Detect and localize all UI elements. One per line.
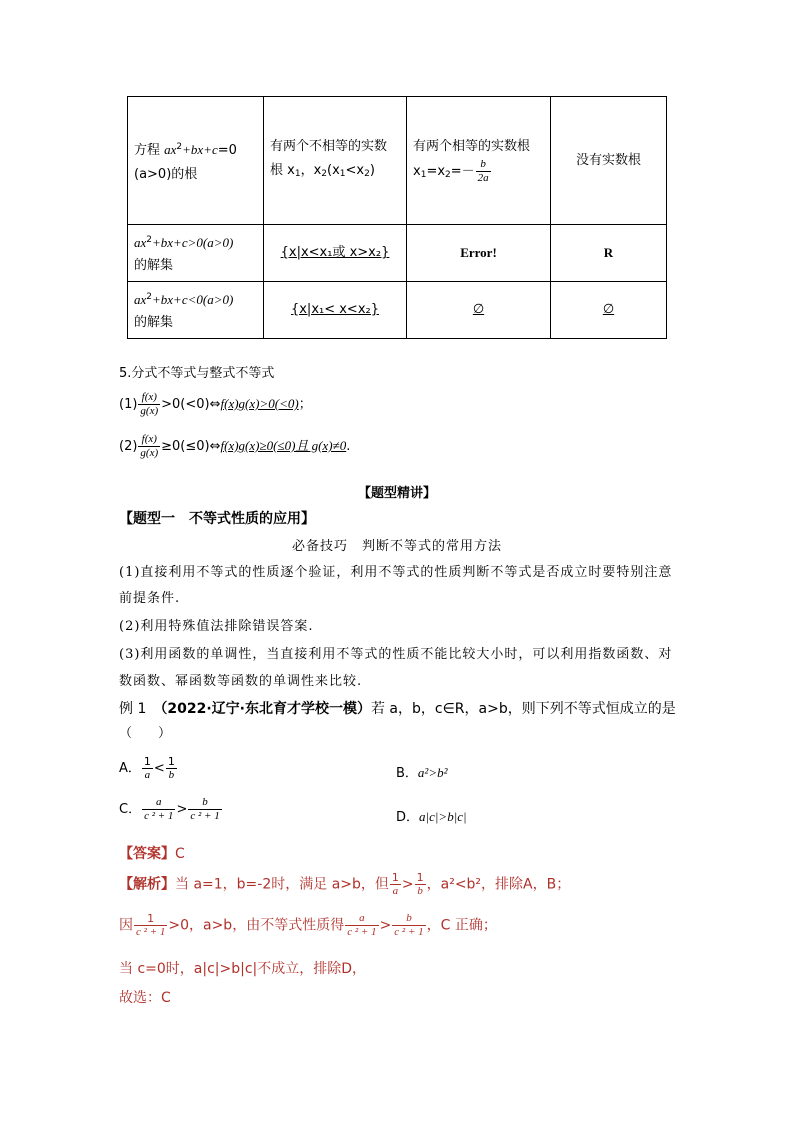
table-row (128, 225, 667, 282)
table-cell: ∅ (551, 282, 667, 339)
text: 1 (134, 913, 167, 926)
table-cell (264, 97, 407, 225)
tip-line: 数函数、幂函数等函数的单调性来比较. (119, 674, 363, 689)
cell-text: 1 (339, 169, 346, 179)
cell-text: ) (369, 163, 375, 178)
cell-text: =0 (217, 142, 237, 158)
analysis-line-3: 当 c=0时，a|c|>b|c|不成立，排除D， (119, 961, 367, 977)
table-cell (128, 97, 264, 225)
cell-text: (a>0)的根 (134, 166, 198, 182)
fraction (166, 756, 177, 781)
cell-text: b (476, 159, 491, 172)
fraction (345, 913, 378, 938)
text: 因 (119, 917, 133, 934)
text: ≥0(≤0)⇔ (161, 439, 221, 454)
cell-text: x (413, 163, 421, 179)
text: g(x) (140, 447, 159, 459)
text: >0(<0)⇔ (161, 397, 221, 412)
formula-line-1 (119, 392, 312, 417)
analysis-line-1 (119, 872, 570, 897)
option-label: B． (396, 766, 418, 781)
text: >0，a>b，由不等式性质得 (168, 917, 345, 934)
option-label: A． (119, 761, 141, 776)
analysis-line-4: 故选：C (119, 990, 171, 1006)
option-c (119, 797, 223, 822)
text: . (346, 439, 351, 454)
text: 1 (416, 871, 424, 884)
fraction (134, 913, 167, 938)
example-text: 若 a，b，c∈R，a>b，则下列不等式恒成立的是 (370, 701, 676, 717)
cell-text: 1 (294, 169, 301, 179)
tip-line: 前提条件. (119, 591, 181, 606)
cell-text: =x (426, 163, 446, 179)
cell-text: 2 (364, 169, 370, 179)
table-cell: {x|x<x₁或 x>x₂} (264, 225, 407, 282)
cell-text: 的解集 (134, 315, 174, 330)
cell-text: +bx+c>0(a>0) (152, 235, 234, 250)
text: a (142, 797, 175, 810)
table-cell: ∅ (407, 282, 551, 339)
tip-line: (3)利用函数的单调性，当直接利用不等式的性质不能比较大小时，可以利用指数函数、对 (119, 647, 673, 662)
text: c ² + 1 (136, 926, 166, 938)
text: b (168, 769, 175, 781)
text: 1 (391, 871, 399, 884)
fraction (392, 913, 425, 938)
cell-text: +bx+c (182, 141, 218, 157)
cell-text: 2 (445, 169, 451, 180)
fraction (415, 872, 426, 897)
cell-text: 2 (176, 141, 183, 152)
example-source: （2022·辽宁·东北育才学校一模） (160, 701, 371, 717)
cell-text: 2 (321, 169, 327, 179)
text: 1 (143, 755, 151, 768)
text: > (401, 876, 414, 893)
fraction (476, 159, 491, 184)
tip-line: (1)直接利用不等式的性质逐个验证，利用不等式的性质判断不等式是否成立时要特别注意 (119, 565, 673, 580)
fraction (142, 797, 175, 822)
table-row (128, 282, 667, 339)
text: (2) (119, 439, 138, 454)
cell-text: ax (164, 141, 177, 157)
text: b (392, 913, 425, 926)
tip-line: (2)利用特殊值法排除错误答案. (119, 619, 314, 634)
text: c ² + 1 (144, 810, 174, 822)
fraction (390, 872, 401, 897)
analysis-line-2 (119, 913, 497, 938)
option-label: C． (119, 802, 142, 817)
text: a (392, 885, 399, 897)
text: c ² + 1 (190, 810, 220, 822)
table-cell (128, 225, 264, 282)
analysis-label: 【解析】 (119, 876, 175, 893)
cell-text: 2 (146, 292, 153, 302)
text: ，a²<b²，排除A，B； (426, 876, 571, 893)
cell-text: 有两个不相等的实数 (270, 139, 388, 154)
option-d (396, 806, 467, 825)
table-row (128, 97, 667, 225)
text: > (176, 802, 188, 817)
cell-text: ax (134, 235, 147, 250)
fraction (138, 392, 160, 417)
text: a (144, 769, 151, 781)
table-cell: {x|x₁< x<x₂} (264, 282, 407, 339)
answer-value: C (175, 846, 185, 862)
fraction (142, 756, 153, 781)
section-title: 5.分式不等式与整式不等式 (119, 366, 275, 381)
text: f(x) (138, 434, 160, 447)
text: b (188, 797, 221, 810)
example-question (119, 698, 676, 718)
text: f(x) (138, 392, 160, 405)
cell-text: +bx+c<0(a>0) (152, 292, 234, 307)
fraction (138, 434, 160, 459)
tips-title: 必备技巧 判断不等式的常用方法 (291, 539, 502, 554)
section-heading: 【题型精讲】 (357, 486, 436, 501)
text: > (379, 917, 392, 934)
cell-text: (x (327, 163, 340, 178)
text: c ² + 1 (347, 926, 377, 938)
text: c ² + 1 (394, 926, 424, 938)
formula-line-2 (119, 434, 350, 459)
cell-text: =－ (450, 163, 475, 179)
text: 当 a=1，b=-2时，满足 a>b，但 (175, 876, 389, 893)
option-label: D． (396, 810, 420, 825)
answer-label: 【答案】 (119, 846, 175, 862)
cell-text: 2 (146, 235, 153, 245)
table-cell: R (551, 225, 667, 282)
cell-text: 2a (477, 171, 489, 184)
cell-text: <x (345, 163, 365, 178)
text: b (417, 885, 423, 897)
cell-text: 的解集 (134, 258, 174, 273)
type-title: 【题型一 不等式性质的应用】 (119, 511, 315, 527)
answer-paren: （ ） (119, 726, 172, 741)
text: a (345, 913, 378, 926)
table-cell (128, 282, 264, 339)
table-cell (407, 97, 551, 225)
text: f(x)g(x)≥0(≤0)且 g(x)≠0 (220, 438, 347, 453)
fraction (188, 797, 221, 822)
cell-text: ，x (300, 163, 322, 178)
text: g(x) (140, 405, 159, 417)
roots-solution-table (127, 96, 667, 339)
text: ，C 正确； (426, 917, 497, 934)
text: < (153, 761, 165, 776)
cell-text: ax (134, 292, 147, 307)
text: f(x)g(x)>0(<0) (220, 396, 299, 411)
text: a²>b² (417, 765, 448, 780)
text: ； (298, 397, 312, 412)
option-a (119, 756, 178, 781)
table-cell: 没有实数根 (551, 97, 667, 225)
answer-line (119, 843, 185, 863)
example-label: 例 1 (119, 701, 161, 717)
option-b (396, 762, 448, 781)
cell-text: 根 x (270, 163, 295, 178)
text: 1 (167, 755, 175, 768)
text: a|c|>b|c| (419, 809, 467, 824)
cell-text: 方程 (134, 142, 165, 158)
text: (1) (119, 397, 138, 412)
table-cell: Error! (407, 225, 551, 282)
cell-text: 1 (420, 169, 427, 180)
cell-text: 有两个相等的实数根 (413, 138, 531, 154)
